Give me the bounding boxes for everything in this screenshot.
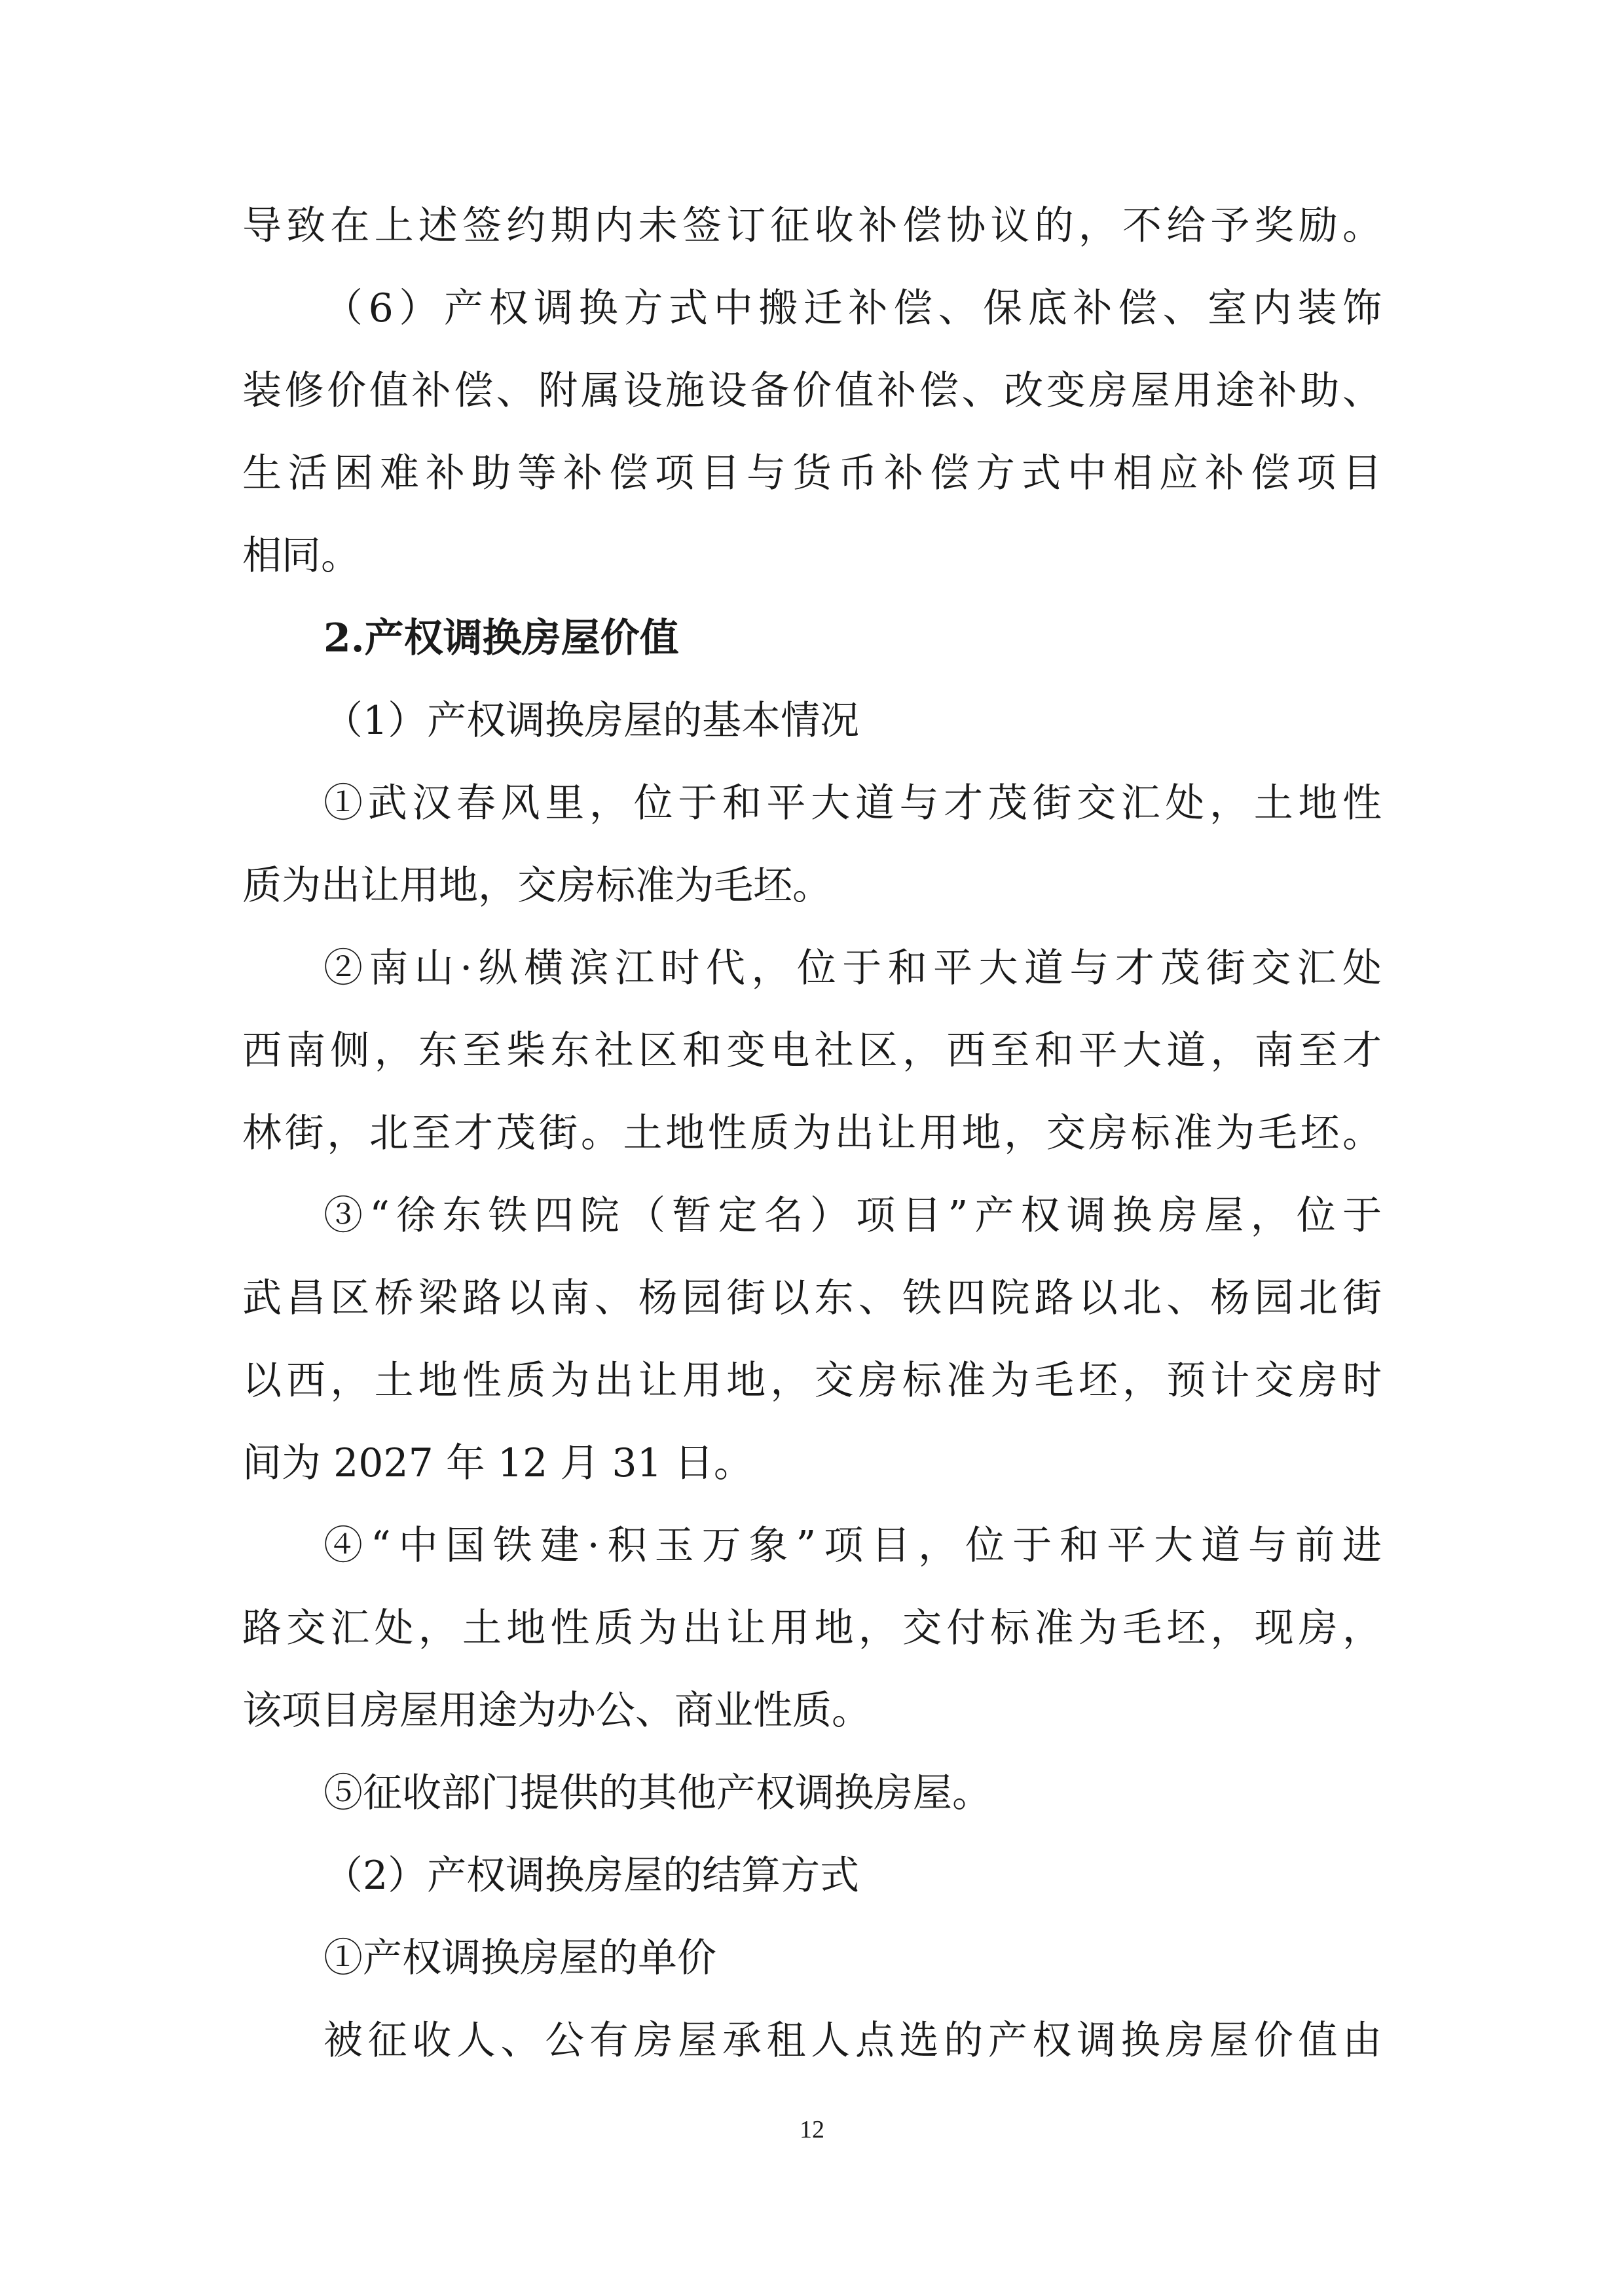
- body-line: 被征收人、公有房屋承租人点选的产权调换房屋价值由: [323, 2018, 1382, 2064]
- body-line: ③“徐东铁四院（暂定名）项目”产权调换房屋，位于: [323, 1193, 1382, 1239]
- body-line: ⑤征收部门提供的其他产权调换房屋。: [323, 1770, 991, 1816]
- body-line: ①产权调换房屋的单价: [323, 1935, 716, 1981]
- body-line: 该项目房屋用途为办公、商业性质。: [242, 1688, 871, 1734]
- section-heading: 2.产权调换房屋价值: [323, 615, 679, 661]
- subsection-heading: （1）产权调换房屋的基本情况: [323, 698, 860, 744]
- body-line: ④“中国铁建·积玉万象”项目，位于和平大道与前进: [323, 1523, 1382, 1569]
- body-line: （6）产权调换方式中搬迁补偿、保底补偿、室内装饰: [323, 285, 1382, 331]
- body-line: 相同。: [242, 533, 360, 579]
- subsection-heading: （2）产权调换房屋的结算方式: [323, 1853, 860, 1899]
- body-line: ①武汉春风里，位于和平大道与才茂街交汇处，土地性: [323, 780, 1382, 826]
- body-line: 路交汇处，土地性质为出让用地，交付标准为毛坯，现房，: [242, 1605, 1382, 1651]
- body-line: 生活困难补助等补偿项目与货币补偿方式中相应补偿项目: [242, 450, 1382, 496]
- body-line: 以西，土地性质为出让用地，交房标准为毛坯，预计交房时: [242, 1358, 1382, 1404]
- body-line: 导致在上述签约期内未签订征收补偿协议的，不给予奖励。: [242, 203, 1382, 249]
- body-line: 西南侧，东至柴东社区和变电社区，西至和平大道，南至才: [242, 1028, 1382, 1074]
- body-line: ②南山·纵横滨江时代，位于和平大道与才茂街交汇处: [323, 945, 1382, 991]
- body-line: 质为出让用地，交房标准为毛坯。: [242, 863, 832, 909]
- page-number: 12: [800, 2116, 824, 2143]
- body-line: 装修价值补偿、附属设施设备价值补偿、改变房屋用途补助、: [242, 368, 1382, 414]
- body-line: 武昌区桥梁路以南、杨园街以东、铁四院路以北、杨园北街: [242, 1275, 1382, 1321]
- body-line: 间为 2027 年 12 月 31 日。: [242, 1440, 753, 1486]
- body-line: 林街，北至才茂街。土地性质为出让用地，交房标准为毛坯。: [242, 1110, 1382, 1156]
